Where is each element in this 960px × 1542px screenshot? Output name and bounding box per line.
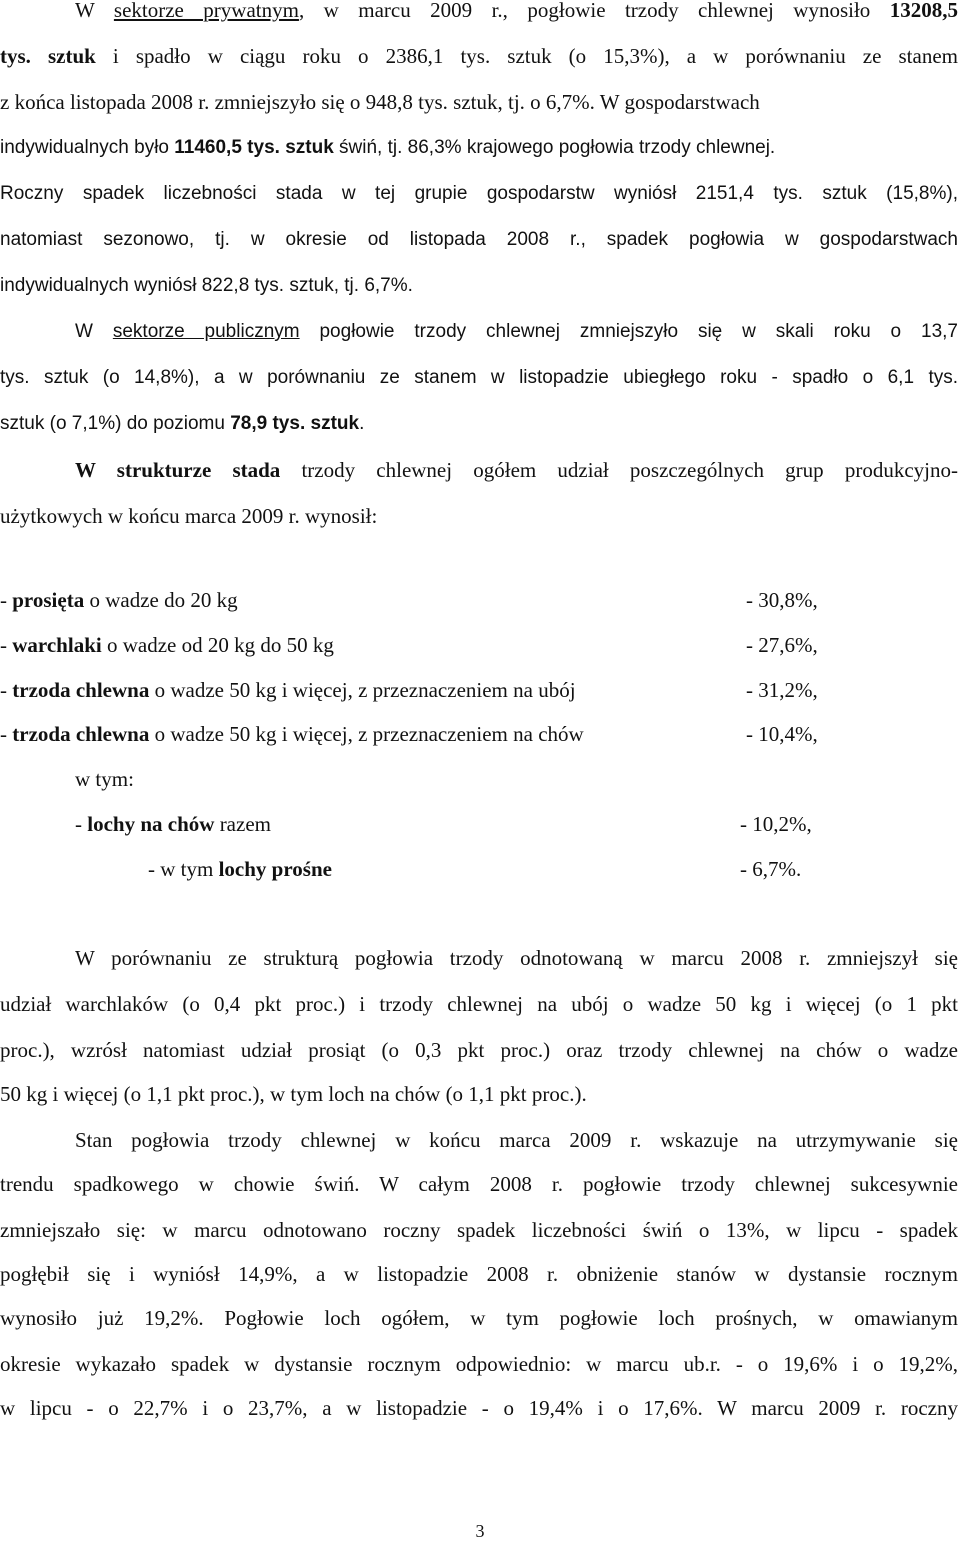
p1-line-6: natomiast sezonowo, tj. w okresie od listopada 2008 r., spadek pogłowia w gospodarstwach xyxy=(0,229,958,250)
underlined-term: sektorze publicznym xyxy=(112,321,300,342)
p1-line-5: Roczny spadek liczebności stada w tej grupie gospodarstw wyniósł 2151,4 tys. sztuk (15,8%), xyxy=(0,183,958,204)
p2-line-1: W sektorze publicznym pogłowie trzody chlewnej zmniejszyło się w skali roku o 13,7 xyxy=(75,321,958,342)
structure-subrow: - lochy na chów razem - 10,2%, xyxy=(75,812,812,836)
p2-line-3: sztuk (o 7,1%) do poziomu 78,9 tys. sztuk. xyxy=(0,413,365,434)
underlined-term: sektorze prywatnym xyxy=(113,0,299,22)
p4-line-3: proc.), wzrósł natomiast udział prosiąt (o 0,3 pkt proc.) oraz trzody chlewnej na chów o wadze xyxy=(0,1038,958,1062)
p1-line-2: tys. sztuk i spadło w ciągu roku o 2386,1 tys. sztuk (o 15,3%), a w porównaniu ze stanem xyxy=(0,44,958,68)
structure-row: - trzoda chlewna o wadze 50 kg i więcej, z przeznaczeniem na chów - 10,4%, xyxy=(0,722,818,746)
p1-line-1: W sektorze prywatnym, w marcu 2009 r., pogłowie trzody chlewnej wynosiło 13208,5 xyxy=(75,0,958,22)
structure-value: - 10,4%, xyxy=(746,722,818,746)
structure-value: - 31,2%, xyxy=(746,678,818,702)
structure-value: - 27,6%, xyxy=(746,633,818,657)
structure-value: - 30,8%, xyxy=(746,588,818,612)
structure-value: - 6,7%. xyxy=(740,857,802,881)
p4-line-2: udział warchlaków (o 0,4 pkt proc.) i trzody chlewnej na ubój o wadze 50 kg i więcej (o 1 pkt xyxy=(0,992,958,1016)
p4-line-1: W porównaniu ze strukturą pogłowia trzody odnotowaną w marcu 2008 r. zmniejszył się xyxy=(75,946,958,970)
structure-row: - warchlaki o wadze od 20 kg do 50 kg - 27,6%, xyxy=(0,633,818,657)
p2-line-2: tys. sztuk (o 14,8%), a w porównaniu ze stanem w listopadzie ubiegłego roku - spadło o 6,1 tys. xyxy=(0,367,958,388)
p3-line-1: W strukturze stada trzody chlewnej ogółem udział poszczególnych grup produkcyjno- xyxy=(75,458,958,482)
p5-line-7: w lipcu - o 22,7% i o 23,7%, a w listopadzie - o 19,4% i o 17,6%. W marcu 2009 r. roczny xyxy=(0,1396,958,1420)
p5-line-3: zmniejszało się: w marcu odnotowano roczny spadek liczebności świń o 13%, w lipcu - spadek xyxy=(0,1218,958,1242)
p5-line-6: okresie wykazało spadek w dystansie rocznym odpowiednio: w marcu ub.r. - o 19,6% i o 19,2%, xyxy=(0,1352,958,1376)
structure-row: - trzoda chlewna o wadze 50 kg i więcej, z przeznaczeniem na ubój - 31,2%, xyxy=(0,678,818,702)
page-number: 3 xyxy=(475,1521,485,1541)
p5-line-2: trendu spadkowego w chowie świń. W całym 2008 r. pogłowie trzody chlewnej sukcesywnie xyxy=(0,1172,958,1196)
structure-value: - 10,2%, xyxy=(740,812,812,836)
p4-line-4: 50 kg i więcej (o 1,1 pkt proc.), w tym loch na chów (o 1,1 pkt proc.). xyxy=(0,1082,587,1106)
p1-line-3: z końca listopada 2008 r. zmniejszyło się o 948,8 tys. sztuk, tj. o 6,7%. W gospodarstwach xyxy=(0,90,760,114)
p5-line-4: pogłębił się i wyniósł 14,9%, a w listopadzie 2008 r. obniżenie stanów w dystansie rocznym xyxy=(0,1262,958,1286)
p1-line-4: indywidualnych było 11460,5 tys. sztuk świń, tj. 86,3% krajowego pogłowia trzody chlewnej. xyxy=(0,137,776,158)
structure-subrow: - w tym lochy prośne - 6,7%. xyxy=(148,857,802,881)
structure-row: - prosięta o wadze do 20 kg - 30,8%, xyxy=(0,588,818,612)
p5-line-1: Stan pogłowia trzody chlewnej w końcu marca 2009 r. wskazuje na utrzymywanie się xyxy=(75,1128,958,1152)
p1-line-7: indywidualnych wyniósł 822,8 tys. sztuk, tj. 6,7%. xyxy=(0,275,413,296)
p3-line-2: użytkowych w końcu marca 2009 r. wynosił: xyxy=(0,504,378,528)
document-page: W sektorze prywatnym, w marcu 2009 r., pogłowie trzody chlewnej wynosiło 13208,5 tys. sztuk i spadło w ciągu roku o 2386,1 tys. sztuk (o 15,3%), a w porównaniu ze stanem z końca listopada 2008 r. zmniejszyło się o 948,8 tys. sztuk, tj. o 6,7%. W gospodarstwach indywidualnych było 11460,5 tys. sztuk świń, tj. 86,3% krajowego pogłowia trzody chlewnej. Roczny spadek liczebności stada w tej grupie gospodarstw wyniósł 2151,4 tys. sztuk (15,8%), natomiast sezonowo, tj. w okresie od listopada 2008 r., spadek pogłowia w gospodarstwach indywidualnych wyniósł 822,8 tys. sztuk, tj. 6,7%. W sektorze publicznym pogłowie trzody chlewnej zmniejszyło się w skali roku o 13,7 tys. sztuk (o 14,8%), a w porównaniu ze stanem w listopadzie ubiegłego roku - spadło o 6,1 tys. sztuk (o 7,1%) do poziomu 78,9 tys. sztuk. W strukturze stada trzody chlewnej ogółem udział poszczególnych grup produkcyjno- użytkowych w końcu marca 2009 r. wynosił: - prosięta o wadze do 20 kg - 30,8%, - warchlaki o wadze od 20 kg do 50 kg - 27,6%, - trzoda chlewna o wadze 50 kg i więcej, z przeznaczeniem na ubój - 31,2%, - trzoda chlewna o wadze 50 kg i więcej, z przeznaczeniem na chów - 10,4%, w tym: - lochy na chów razem - 10,2%, - w tym lochy prośne - 6,7%. W porównaniu ze strukturą pogłowia trzody odnotowaną w marcu 2008 r. zmniejszył się udział warchlaków (o 0,4 pkt proc.) i trzody chlewnej na ubój o wadze 50 kg i więcej (o 1 pkt proc.), wzrósł natomiast udział prosiąt (o 0,3 pkt proc.) oraz trzody chlewnej na chów o wadze 50 kg i więcej (o 1,1 pkt proc.), w tym loch na chów (o 1,1 pkt proc.). Stan pogłowia trzody chlewnej w końcu marca 2009 r. wskazuje na utrzymywanie się trendu spadkowego w chowie świń. W całym 2008 r. pogłowie trzody chlewnej sukcesywnie zmniejszało się: w marcu odnotowano roczny spadek liczebności świń o 13%, w lipcu - spadek pogłębił się i wyniósł 14,9%, a w listopadzie 2008 r. obniżenie stanów w dystansie rocznym wynosiło już 19,2%. Pogłowie loch ogółem, w tym pogłowie loch prośnych, w omawianym okresie wykazało spadek w dystansie rocznym odpowiednio: w marcu ub.r. - o 19,6% i o 19,2%, w lipcu - o 22,7% i o 23,7%, a w listopadzie - o 19,4% i o 17,6%. W marcu 2009 r. roczny 3 xyxy=(0,0,960,1539)
p5-line-5: wynosiło już 19,2%. Pogłowie loch ogółem, w tym pogłowie loch prośnych, w omawianym xyxy=(0,1306,958,1330)
